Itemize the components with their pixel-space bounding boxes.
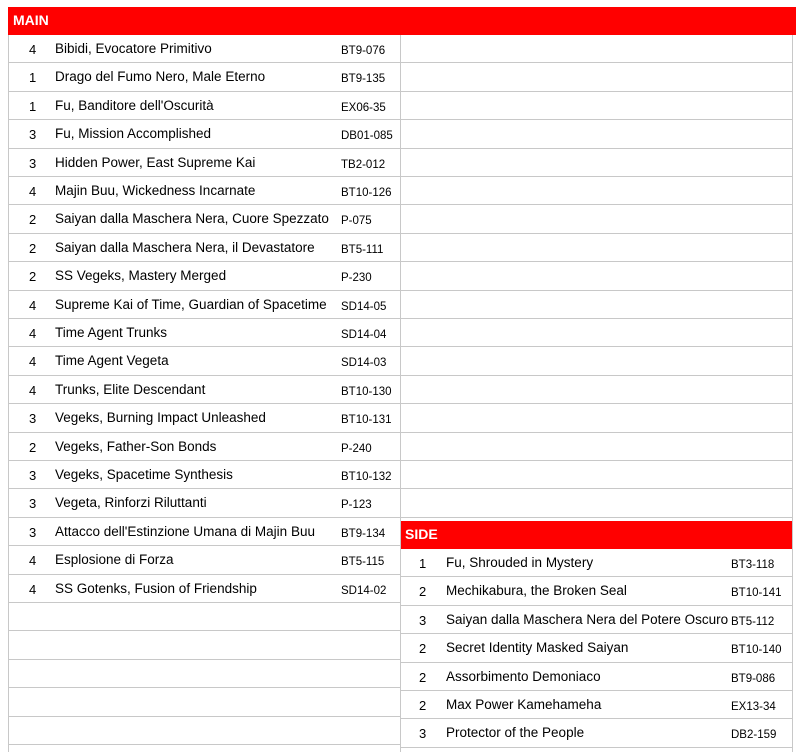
card-name: Protector of the People bbox=[446, 725, 585, 741]
card-name: Esplosione di Forza bbox=[55, 552, 174, 568]
card-code: BT3-118 bbox=[731, 559, 775, 571]
card-name: Saiyan dalla Maschera Nera del Potere Oscuro bbox=[446, 611, 729, 627]
card-code: SD14-04 bbox=[341, 329, 387, 341]
side-card-row bbox=[400, 634, 792, 662]
card-quantity: 3 bbox=[29, 468, 37, 483]
card-name: Time Agent Vegeta bbox=[55, 353, 169, 369]
card-code: BT10-126 bbox=[341, 187, 392, 199]
card-name: Fu, Shrouded in Mystery bbox=[446, 555, 594, 570]
main-card-row bbox=[8, 149, 400, 177]
card-code: P-240 bbox=[341, 442, 372, 455]
card-quantity: 2 bbox=[419, 698, 427, 713]
card-code: DB2-159 bbox=[731, 729, 777, 742]
card-name: Vegeks, Burning Impact Unleashed bbox=[55, 410, 266, 426]
card-quantity: 3 bbox=[29, 155, 37, 171]
card-quantity: 2 bbox=[419, 584, 427, 600]
card-code: BT10-140 bbox=[731, 644, 782, 657]
main-card-row bbox=[8, 433, 400, 461]
card-quantity: 1 bbox=[419, 556, 427, 571]
main-card-row bbox=[8, 120, 400, 148]
main-card-row bbox=[8, 575, 400, 603]
empty-cell bbox=[400, 262, 792, 290]
main-card-row bbox=[8, 546, 400, 574]
empty-cell bbox=[400, 177, 792, 205]
main-card-row bbox=[8, 262, 400, 290]
card-code: DB01-085 bbox=[341, 130, 393, 143]
card-name: Hidden Power, East Supreme Kai bbox=[55, 154, 256, 170]
card-name: Vegeks, Father-Son Bonds bbox=[55, 438, 217, 454]
main-card-row bbox=[8, 35, 400, 63]
main-header: MAIN bbox=[8, 7, 796, 35]
empty-cell bbox=[400, 433, 792, 461]
main-card-row bbox=[8, 92, 400, 120]
main-card-row bbox=[8, 234, 400, 262]
card-quantity: 4 bbox=[29, 297, 37, 313]
card-name: Mechikabura, the Broken Seal bbox=[446, 583, 627, 599]
card-name: Bibidi, Evocatore Primitivo bbox=[55, 41, 212, 56]
empty-cell bbox=[400, 92, 792, 120]
main-card-row bbox=[8, 717, 400, 745]
card-name: Fu, Mission Accomplished bbox=[55, 126, 212, 142]
card-name: Drago del Fumo Nero, Male Eterno bbox=[55, 69, 266, 85]
card-code: P-075 bbox=[341, 215, 372, 228]
card-code: SD14-02 bbox=[341, 584, 387, 597]
card-quantity: 2 bbox=[29, 439, 37, 455]
empty-cell bbox=[400, 35, 792, 63]
card-code: BT10-132 bbox=[341, 471, 392, 483]
card-name: Vegeks, Spacetime Synthesis bbox=[55, 467, 233, 482]
card-code: BT9-134 bbox=[341, 527, 386, 540]
card-code: BT5-115 bbox=[341, 556, 385, 569]
card-code: BT10-141 bbox=[731, 587, 782, 600]
main-card-row bbox=[8, 63, 400, 91]
card-quantity: 1 bbox=[29, 98, 37, 114]
card-quantity: 2 bbox=[29, 212, 37, 228]
card-name: Fu, Banditore dell'Oscurità bbox=[55, 97, 214, 113]
empty-cell bbox=[400, 404, 792, 432]
card-name: Saiyan dalla Maschera Nera, il Devastatore bbox=[55, 239, 315, 255]
side-right-border bbox=[792, 35, 793, 752]
card-quantity: 3 bbox=[29, 411, 37, 427]
empty-cell bbox=[400, 376, 792, 404]
right-empty-cells bbox=[400, 35, 792, 521]
main-card-row bbox=[8, 404, 400, 432]
card-code: BT9-076 bbox=[341, 45, 386, 57]
card-code: EX06-35 bbox=[341, 101, 386, 114]
card-name: Saiyan dalla Maschera Nera, Cuore Spezzato bbox=[55, 211, 329, 227]
main-card-row bbox=[8, 489, 400, 517]
main-card-row bbox=[8, 603, 400, 631]
card-name: Time Agent Trunks bbox=[55, 325, 168, 340]
card-name: Trunks, Elite Descendant bbox=[55, 381, 206, 397]
card-quantity: 3 bbox=[29, 127, 37, 143]
card-code: BT9-086 bbox=[731, 672, 776, 685]
card-quantity: 4 bbox=[29, 553, 37, 569]
main-card-row bbox=[8, 461, 400, 489]
card-name: Supreme Kai of Time, Guardian of Spacetime bbox=[55, 296, 327, 312]
main-card-row bbox=[8, 291, 400, 319]
side-card-row bbox=[400, 577, 792, 605]
main-card-row bbox=[8, 631, 400, 659]
side-card-row bbox=[400, 549, 792, 577]
card-code: BT5-111 bbox=[341, 243, 384, 256]
main-left-border bbox=[8, 35, 9, 752]
main-card-row bbox=[8, 177, 400, 205]
card-quantity: 2 bbox=[419, 669, 427, 685]
card-quantity: 4 bbox=[29, 184, 37, 199]
side-header: SIDE bbox=[400, 521, 792, 549]
empty-cell bbox=[400, 489, 792, 517]
empty-cell bbox=[400, 347, 792, 375]
side-card-row bbox=[400, 691, 792, 719]
empty-cell bbox=[400, 291, 792, 319]
card-quantity: 2 bbox=[29, 269, 37, 285]
main-card-row bbox=[8, 660, 400, 688]
card-quantity: 1 bbox=[29, 70, 37, 86]
main-card-row bbox=[8, 347, 400, 375]
side-card-row bbox=[400, 606, 792, 634]
card-quantity: 4 bbox=[29, 354, 37, 370]
empty-cell bbox=[400, 149, 792, 177]
card-name: Max Power Kamehameha bbox=[446, 697, 602, 712]
card-code: BT10-130 bbox=[341, 385, 392, 398]
card-quantity: 2 bbox=[419, 641, 427, 657]
main-card-row bbox=[8, 376, 400, 404]
card-code: BT5-112 bbox=[731, 615, 775, 628]
empty-cell bbox=[400, 205, 792, 233]
card-quantity: 3 bbox=[419, 726, 427, 742]
card-name: SS Vegeks, Mastery Merged bbox=[55, 268, 227, 284]
empty-cell bbox=[400, 234, 792, 262]
card-code: BT10-131 bbox=[341, 414, 392, 427]
empty-cell bbox=[400, 319, 792, 347]
card-code: SD14-05 bbox=[341, 300, 387, 313]
card-code: P-230 bbox=[341, 272, 372, 285]
card-quantity: 4 bbox=[29, 42, 37, 57]
card-code: EX13-34 bbox=[731, 701, 776, 713]
card-name: Majin Buu, Wickedness Incarnate bbox=[55, 183, 256, 198]
card-quantity: 3 bbox=[29, 496, 37, 512]
empty-cell bbox=[400, 63, 792, 91]
card-quantity: 3 bbox=[419, 612, 427, 628]
main-card-row bbox=[8, 319, 400, 347]
card-quantity: 4 bbox=[29, 382, 37, 398]
card-quantity: 4 bbox=[29, 326, 37, 341]
card-code: P-123 bbox=[341, 499, 372, 512]
card-name: SS Gotenks, Fusion of Friendship bbox=[55, 580, 257, 596]
card-code: SD14-03 bbox=[341, 357, 387, 370]
main-card-row bbox=[8, 205, 400, 233]
empty-cell bbox=[400, 120, 792, 148]
main-card-list bbox=[8, 35, 400, 752]
card-name: Attacco dell'Estinzione Umana di Majin Buu bbox=[55, 523, 315, 539]
card-quantity: 3 bbox=[29, 524, 37, 540]
card-code: TB2-012 bbox=[341, 158, 386, 171]
card-quantity: 2 bbox=[29, 240, 37, 256]
card-name: Vegeta, Rinforzi Riluttanti bbox=[55, 495, 207, 511]
card-name: Assorbimento Demoniaco bbox=[446, 668, 601, 684]
empty-cell bbox=[400, 461, 792, 489]
card-code: BT9-135 bbox=[341, 73, 386, 86]
main-card-row bbox=[8, 688, 400, 716]
main-card-row bbox=[8, 518, 400, 546]
side-card-row bbox=[400, 663, 792, 691]
side-card-list bbox=[400, 549, 792, 752]
card-name: Secret Identity Masked Saiyan bbox=[446, 640, 629, 656]
side-card-row bbox=[400, 719, 792, 747]
card-quantity: 4 bbox=[29, 581, 37, 597]
